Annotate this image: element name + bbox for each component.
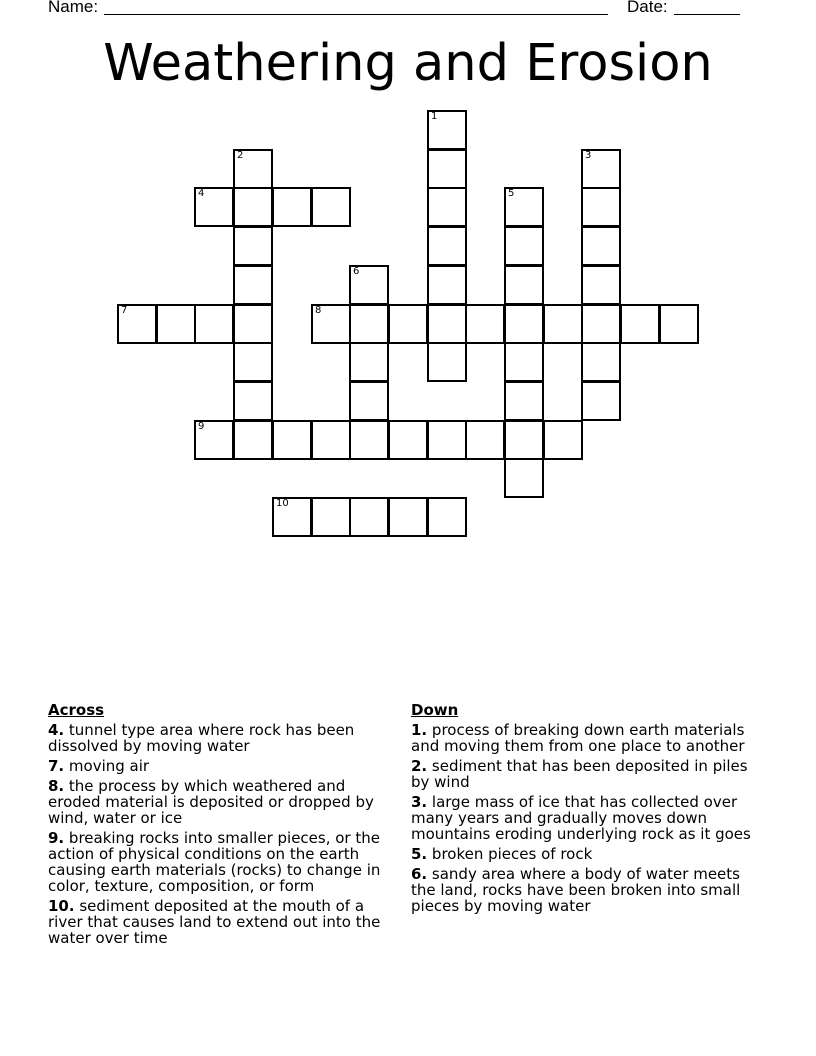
- grid-cell[interactable]: [272, 187, 312, 227]
- grid-cell[interactable]: [427, 342, 467, 382]
- grid-cell[interactable]: [581, 265, 621, 305]
- grid-cell[interactable]: [620, 304, 660, 344]
- grid-cell[interactable]: [581, 381, 621, 421]
- across-heading: Across: [48, 701, 105, 719]
- across-clues: [48, 702, 388, 950]
- grid-cell[interactable]: [427, 149, 467, 189]
- clue-across-4: [48, 722, 388, 754]
- clue-down-5: [411, 846, 751, 862]
- down-heading: Down: [411, 701, 459, 719]
- grid-cell[interactable]: [504, 226, 544, 266]
- clue-text: sandy area where a body of water meets the land, rocks have been broken into small pieces by moving water: [411, 865, 741, 915]
- grid-cell[interactable]: [388, 420, 428, 460]
- grid-cell[interactable]: [427, 265, 467, 305]
- grid-cell[interactable]: [233, 420, 273, 460]
- clue-number: 10.: [48, 897, 75, 915]
- date-label: Date:: [627, 0, 668, 16]
- clue-text: breaking rocks into smaller pieces, or the action of physical conditions on the earth causing earth materials (rocks) to change in color, texture, composition, or form: [48, 829, 381, 895]
- down-clues: [411, 702, 751, 918]
- grid-cell[interactable]: [581, 342, 621, 382]
- grid-cell[interactable]: [581, 187, 621, 227]
- grid-cell[interactable]: [272, 497, 312, 537]
- grid-cell[interactable]: [117, 304, 157, 344]
- grid-cell[interactable]: [311, 187, 351, 227]
- grid-cell[interactable]: [465, 420, 505, 460]
- grid-cell[interactable]: [427, 187, 467, 227]
- grid-cell[interactable]: [233, 304, 273, 344]
- grid-cell[interactable]: [349, 342, 389, 382]
- grid-cell[interactable]: [427, 304, 467, 344]
- clue-number: 2.: [411, 757, 428, 775]
- cell-number: 3: [585, 150, 592, 161]
- clue-number: 4.: [48, 721, 65, 739]
- grid-cell[interactable]: [504, 187, 544, 227]
- clue-number: 8.: [48, 777, 65, 795]
- clue-down-3: [411, 794, 751, 842]
- grid-cell[interactable]: [272, 420, 312, 460]
- grid-cell[interactable]: [504, 342, 544, 382]
- clue-number: 9.: [48, 829, 65, 847]
- grid-cell[interactable]: [388, 304, 428, 344]
- cell-number: 9: [198, 421, 205, 432]
- grid-cell[interactable]: [504, 265, 544, 305]
- grid-cell[interactable]: [233, 265, 273, 305]
- grid-cell[interactable]: [194, 420, 234, 460]
- clue-text: sediment that has been deposited in piles by wind: [411, 757, 748, 791]
- cell-number: 7: [121, 305, 128, 316]
- grid-cell[interactable]: [311, 304, 351, 344]
- clue-across-8: [48, 778, 388, 826]
- clue-text: broken pieces of rock: [431, 845, 593, 863]
- grid-cell[interactable]: [504, 381, 544, 421]
- clue-down-2: [411, 758, 751, 790]
- clue-number: 1.: [411, 721, 428, 739]
- grid-cell[interactable]: [504, 458, 544, 498]
- grid-cell[interactable]: [427, 420, 467, 460]
- clue-number: 5.: [411, 845, 428, 863]
- grid-cell[interactable]: [349, 304, 389, 344]
- grid-cell[interactable]: [427, 226, 467, 266]
- clue-text: tunnel type area where rock has been dissolved by moving water: [48, 721, 355, 755]
- grid-cell[interactable]: [233, 149, 273, 189]
- clue-text: moving air: [68, 757, 150, 775]
- grid-cell[interactable]: [194, 187, 234, 227]
- grid-cell[interactable]: [504, 420, 544, 460]
- cell-number: 2: [237, 150, 244, 161]
- grid-cell[interactable]: [427, 110, 467, 150]
- grid-cell[interactable]: [233, 381, 273, 421]
- cell-number: 8: [315, 305, 322, 316]
- cell-number: 4: [198, 188, 205, 199]
- cell-number: 6: [353, 266, 360, 277]
- cell-number: 1: [431, 111, 438, 122]
- clue-text: process of breaking down earth materials and moving them from one place to another: [411, 721, 745, 755]
- clue-text: large mass of ice that has collected over many years and gradually moves down mountains eroding underlying rock as it goes: [411, 793, 751, 843]
- name-label: Name:: [48, 0, 99, 16]
- grid-cell[interactable]: [504, 304, 544, 344]
- clue-number: 7.: [48, 757, 65, 775]
- grid-cell[interactable]: [581, 226, 621, 266]
- clue-text: sediment deposited at the mouth of a river that causes land to extend out into the water over time: [48, 897, 381, 947]
- grid-cell[interactable]: [233, 342, 273, 382]
- grid-cell[interactable]: [388, 497, 428, 537]
- grid-cell[interactable]: [311, 497, 351, 537]
- grid-cell[interactable]: [349, 420, 389, 460]
- grid-cell[interactable]: [659, 304, 699, 344]
- clue-across-10: [48, 898, 388, 946]
- grid-cell[interactable]: [581, 149, 621, 189]
- cell-number: 5: [508, 188, 515, 199]
- grid-cell[interactable]: [156, 304, 196, 344]
- grid-cell[interactable]: [543, 420, 583, 460]
- clue-down-6: [411, 866, 751, 914]
- clue-number: 6.: [411, 865, 428, 883]
- grid-cell[interactable]: [233, 226, 273, 266]
- grid-cell[interactable]: [543, 304, 583, 344]
- grid-cell[interactable]: [194, 304, 234, 344]
- page-title: Weathering and Erosion: [103, 34, 713, 93]
- grid-cell[interactable]: [581, 304, 621, 344]
- grid-cell[interactable]: [349, 265, 389, 305]
- clue-across-9: [48, 830, 388, 894]
- cell-number: 10: [276, 498, 289, 509]
- grid-cell[interactable]: [311, 420, 351, 460]
- clue-across-7: [48, 758, 388, 774]
- clue-down-1: [411, 722, 751, 754]
- grid-cell[interactable]: [349, 497, 389, 537]
- clue-number: 3.: [411, 793, 428, 811]
- grid-cell[interactable]: [465, 304, 505, 344]
- grid-cell[interactable]: [349, 381, 389, 421]
- clue-text: the process by which weathered and eroded material is deposited or dropped by wind, water or ice: [48, 777, 374, 827]
- grid-cell[interactable]: [427, 497, 467, 537]
- grid-cell[interactable]: [233, 187, 273, 227]
